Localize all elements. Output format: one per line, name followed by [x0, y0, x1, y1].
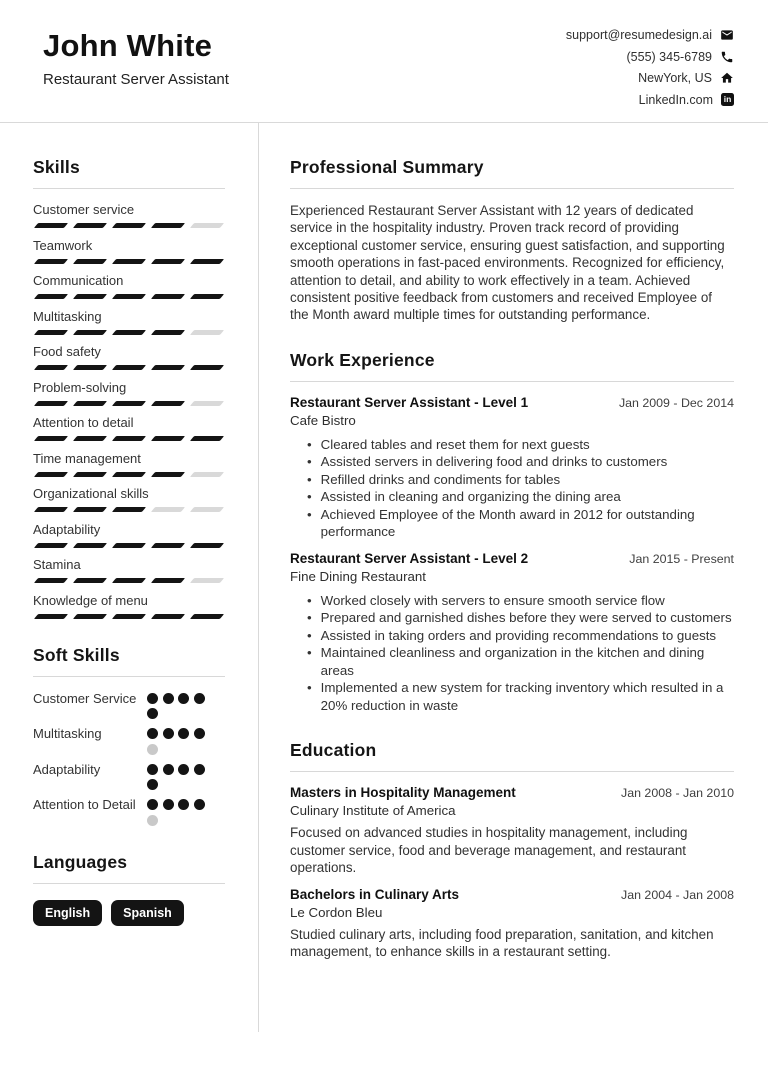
soft-skill-item — [33, 725, 225, 755]
skill-bar-segment — [73, 259, 107, 264]
skill-bar — [36, 472, 225, 477]
language-badge: English — [33, 900, 102, 926]
skill-item — [33, 273, 225, 299]
rating-dot — [178, 764, 189, 775]
education-entry — [290, 785, 734, 876]
skill-bar-segment — [112, 259, 146, 264]
skill-bar-segment — [190, 259, 224, 264]
skill-bar-segment — [34, 578, 68, 583]
skill-bar-segment — [151, 543, 185, 548]
experience-heading: Work Experience — [290, 350, 734, 382]
skill-bar-segment — [151, 472, 185, 477]
skill-bar — [36, 614, 225, 619]
job-bullet-text: • Assisted servers in delivering food and drinks to customers — [320, 454, 668, 470]
skill-label: Teamwork — [33, 237, 93, 253]
job-bullet — [290, 627, 734, 645]
soft-skills-list — [33, 690, 225, 826]
skill-bar-segment — [151, 578, 185, 583]
skill-bar-segment — [190, 436, 224, 441]
skills-section — [33, 157, 225, 619]
main-column — [258, 123, 768, 1032]
job-header — [290, 551, 734, 566]
skill-item — [33, 557, 225, 583]
skill-bar — [36, 223, 225, 228]
skill-label: Customer service — [33, 202, 135, 217]
skill-bar-segment — [112, 578, 146, 583]
skill-item — [33, 380, 225, 406]
languages-heading: Languages — [33, 852, 225, 884]
skill-label: Food safety — [33, 344, 101, 359]
rating-dot — [147, 779, 158, 790]
skill-bar-segment — [151, 365, 185, 370]
skill-bar — [36, 294, 225, 299]
skill-bar-segment — [34, 401, 68, 406]
skill-bar-segment — [151, 401, 185, 406]
jobs-list — [290, 395, 734, 715]
job-bullet-text: • Worked closely with servers to ensure smooth service flow — [320, 592, 665, 608]
rating-dot — [147, 693, 158, 704]
soft-skill-label: Multitasking — [33, 726, 102, 741]
soft-skill-label: Customer Service — [33, 690, 137, 706]
degree-title: Masters in Hospitality Management — [290, 785, 516, 801]
skill-bar — [36, 365, 225, 370]
job-bullet-text: • Achieved Employee of the Month award in 2012 for outstanding performance — [320, 506, 695, 540]
job-bullet — [290, 488, 734, 506]
rating-dot — [194, 799, 205, 810]
skill-bar-segment — [151, 223, 185, 228]
candidate-title: Restaurant Server Assistant — [43, 71, 229, 88]
contact-text: NewYork, US — [638, 71, 712, 85]
job-bullet-text: • Implemented a new system for tracking inventory which resulted in a 20% reduction in waste — [320, 680, 724, 713]
skill-bar-segment — [73, 578, 107, 583]
skills-list — [33, 202, 225, 619]
skill-bar — [36, 401, 225, 406]
rating-dot — [194, 764, 205, 775]
skill-bar-segment — [34, 507, 68, 512]
contact-text: support@resumedesign.ai — [565, 28, 712, 42]
rating-dot — [163, 728, 174, 739]
summary-text: Experienced Restaurant Server Assistant with 12 years of dedicated service in the hospitality industry. Proven track record of providing exceptional customer service, ensuring guest satisfaction, and supporting smooth operations in fast-paced environments. Recognized for efficiency, attention to detail, and ability to work effectively in a team. Achieved consistent positive feedback from customers and received Employee of the Month award multiple times for outstanding performance. — [290, 203, 725, 323]
skill-item — [33, 202, 225, 228]
job-bullet — [290, 592, 734, 610]
job-company: Cafe Bistro — [290, 412, 356, 428]
skill-bar-segment — [73, 294, 107, 299]
rating-dot — [147, 764, 158, 775]
job-bullet-text: • Cleared tables and reset them for next guests — [320, 436, 590, 452]
language-badge: Spanish — [111, 900, 184, 926]
soft-skill-label: Attention to Detail — [33, 797, 136, 812]
skill-bar-segment — [34, 223, 68, 228]
skill-label: Attention to detail — [33, 415, 134, 430]
contact-line — [627, 50, 734, 64]
job-company: Fine Dining Restaurant — [290, 568, 426, 584]
skill-bar-segment — [112, 543, 146, 548]
skill-bar-segment — [151, 507, 185, 512]
skill-bar-segment — [190, 401, 224, 406]
skill-bar-segment — [112, 365, 146, 370]
rating-dot — [163, 764, 174, 775]
job-bullet — [290, 679, 734, 714]
sidebar — [0, 123, 258, 1032]
education-description: Studied culinary arts, including food preparation, sanitation, and kitchen management, to enhance skills in a restaurant setting. — [290, 926, 714, 959]
skill-bar-segment — [190, 294, 224, 299]
job-bullet — [290, 644, 734, 679]
rating-dot — [147, 728, 158, 739]
school-name: Culinary Institute of America — [290, 803, 456, 819]
skill-bar-segment — [73, 543, 107, 548]
job-header — [290, 395, 734, 410]
summary-section — [290, 157, 734, 324]
skill-bar-segment — [73, 330, 107, 335]
soft-skill-item — [33, 761, 225, 791]
languages-section — [33, 852, 225, 926]
skill-bar-segment — [190, 614, 224, 619]
skill-bar — [36, 259, 225, 264]
job-bullet-text: • Assisted in taking orders and providing recommendations to guests — [320, 627, 717, 643]
skill-item — [33, 344, 225, 370]
skill-bar-segment — [190, 365, 224, 370]
job-dates: Jan 2015 - Present — [629, 551, 734, 566]
skill-bar-segment — [34, 436, 68, 441]
skill-bar-segment — [34, 330, 68, 335]
skill-label: Organizational skills — [33, 486, 149, 501]
skill-bar-segment — [73, 436, 107, 441]
home-icon — [720, 71, 734, 85]
skill-label: Stamina — [33, 557, 81, 572]
education-header — [290, 785, 734, 800]
skill-bar-segment — [112, 294, 146, 299]
skill-bar-segment — [190, 507, 224, 512]
job-dates: Jan 2009 - Dec 2014 — [618, 395, 734, 410]
education-description: Focused on advanced studies in hospitality management, including customer service, food and beverage management, and restaurant operations. — [290, 825, 688, 876]
skill-bar-segment — [34, 259, 68, 264]
job-bullets — [290, 436, 734, 541]
contact-text: (555) 345-6789 — [626, 49, 712, 64]
soft-skill-dots — [147, 690, 209, 720]
phone-icon — [720, 50, 734, 64]
skill-bar-segment — [190, 330, 224, 335]
skill-bar-segment — [151, 614, 185, 619]
rating-dot — [178, 693, 189, 704]
contact-text: LinkedIn.com — [638, 92, 713, 107]
skill-item — [33, 415, 225, 441]
job-bullet — [290, 471, 734, 489]
skill-bar-segment — [34, 294, 68, 299]
education-header — [290, 887, 734, 902]
education-list — [290, 785, 734, 960]
skill-label: Time management — [33, 450, 141, 466]
education-entry — [290, 887, 734, 961]
skill-bar-segment — [73, 365, 107, 370]
job-bullet-text: • Refilled drinks and condiments for tables — [320, 471, 561, 487]
skill-bar — [36, 578, 225, 583]
skill-bar-segment — [73, 401, 107, 406]
skill-bar-segment — [190, 223, 224, 228]
skill-bar-segment — [73, 472, 107, 477]
education-section — [290, 740, 734, 960]
soft-skills-heading: Soft Skills — [33, 645, 225, 677]
skill-bar-segment — [151, 436, 185, 441]
skill-bar — [36, 436, 225, 441]
summary-heading: Professional Summary — [290, 157, 734, 189]
skill-item — [33, 451, 225, 477]
soft-skills-section — [33, 645, 225, 826]
rating-dot — [163, 693, 174, 704]
skill-item — [33, 486, 225, 512]
identity-block — [43, 24, 229, 122]
soft-skill-item — [33, 796, 225, 826]
skill-bar-segment — [112, 472, 146, 477]
soft-skill-item — [33, 690, 225, 720]
skill-bar-segment — [112, 614, 146, 619]
skill-bar-segment — [151, 330, 185, 335]
job-bullet-text: • Assisted in cleaning and organizing the dining area — [320, 489, 621, 505]
skill-label: Communication — [33, 273, 124, 288]
job-bullets — [290, 592, 734, 715]
email-icon — [720, 28, 734, 42]
school-name: Le Cordon Bleu — [290, 904, 383, 920]
degree-title: Bachelors in Culinary Arts — [290, 886, 460, 902]
job-title: Restaurant Server Assistant - Level 1 — [290, 394, 529, 410]
experience-section — [290, 350, 734, 715]
contact-list — [566, 24, 734, 122]
skill-bar — [36, 543, 225, 548]
education-dates: Jan 2004 - Jan 2008 — [621, 887, 734, 902]
skill-bar-segment — [34, 365, 68, 370]
skill-bar-segment — [112, 436, 146, 441]
skill-bar-segment — [34, 614, 68, 619]
skill-bar-segment — [112, 223, 146, 228]
skill-label: Problem-solving — [33, 379, 127, 395]
skill-bar-segment — [151, 294, 185, 299]
skill-item — [33, 522, 225, 548]
job-bullet-text: • Prepared and garnished dishes before they were served to customers — [320, 610, 732, 626]
resume-body — [0, 123, 768, 1032]
skill-bar-segment — [151, 259, 185, 264]
soft-skill-label: Adaptability — [33, 761, 101, 777]
candidate-name: John White — [43, 28, 213, 63]
skill-bar-segment — [112, 401, 146, 406]
skill-label: Multitasking — [33, 308, 102, 324]
education-dates: Jan 2008 - Jan 2010 — [621, 786, 734, 801]
contact-line — [566, 28, 734, 42]
skill-label: Adaptability — [33, 521, 101, 537]
rating-dot — [194, 728, 205, 739]
job-title: Restaurant Server Assistant - Level 2 — [290, 550, 529, 566]
soft-skill-dots — [147, 761, 209, 791]
education-heading: Education — [290, 740, 734, 772]
job-bullet-text: • Maintained cleanliness and organization in the kitchen and dining areas — [320, 645, 705, 678]
skill-bar-segment — [34, 472, 68, 477]
skill-bar-segment — [73, 507, 107, 512]
skill-bar-segment — [73, 614, 107, 619]
skill-item — [33, 238, 225, 264]
skill-item — [33, 593, 225, 619]
skill-bar-segment — [112, 507, 146, 512]
rating-dot — [147, 815, 158, 826]
skill-bar — [36, 507, 225, 512]
skill-bar — [36, 330, 225, 335]
rating-dot — [147, 799, 158, 810]
rating-dot — [178, 728, 189, 739]
rating-dot — [163, 799, 174, 810]
soft-skill-dots — [147, 796, 209, 826]
skill-bar-segment — [73, 223, 107, 228]
skills-heading: Skills — [33, 157, 225, 189]
rating-dot — [147, 744, 158, 755]
job-bullet — [290, 453, 734, 471]
skill-label: Knowledge of menu — [33, 592, 148, 608]
skill-bar-segment — [190, 472, 224, 477]
header — [0, 0, 768, 123]
contact-line — [638, 71, 734, 85]
soft-skill-dots — [147, 725, 209, 755]
rating-dot — [147, 708, 158, 719]
skill-bar-segment — [190, 543, 224, 548]
skill-bar-segment — [112, 330, 146, 335]
skill-bar-segment — [34, 543, 68, 548]
job-bullet — [290, 436, 734, 454]
rating-dot — [194, 693, 205, 704]
skill-bar-segment — [190, 578, 224, 583]
job-entry — [290, 551, 734, 715]
linkedin-icon: in — [721, 93, 734, 106]
languages-list — [33, 900, 225, 926]
job-bullet — [290, 506, 734, 541]
rating-dot — [178, 799, 189, 810]
job-bullet — [290, 609, 734, 627]
skill-item — [33, 309, 225, 335]
job-entry — [290, 395, 734, 541]
contact-line — [639, 93, 734, 107]
